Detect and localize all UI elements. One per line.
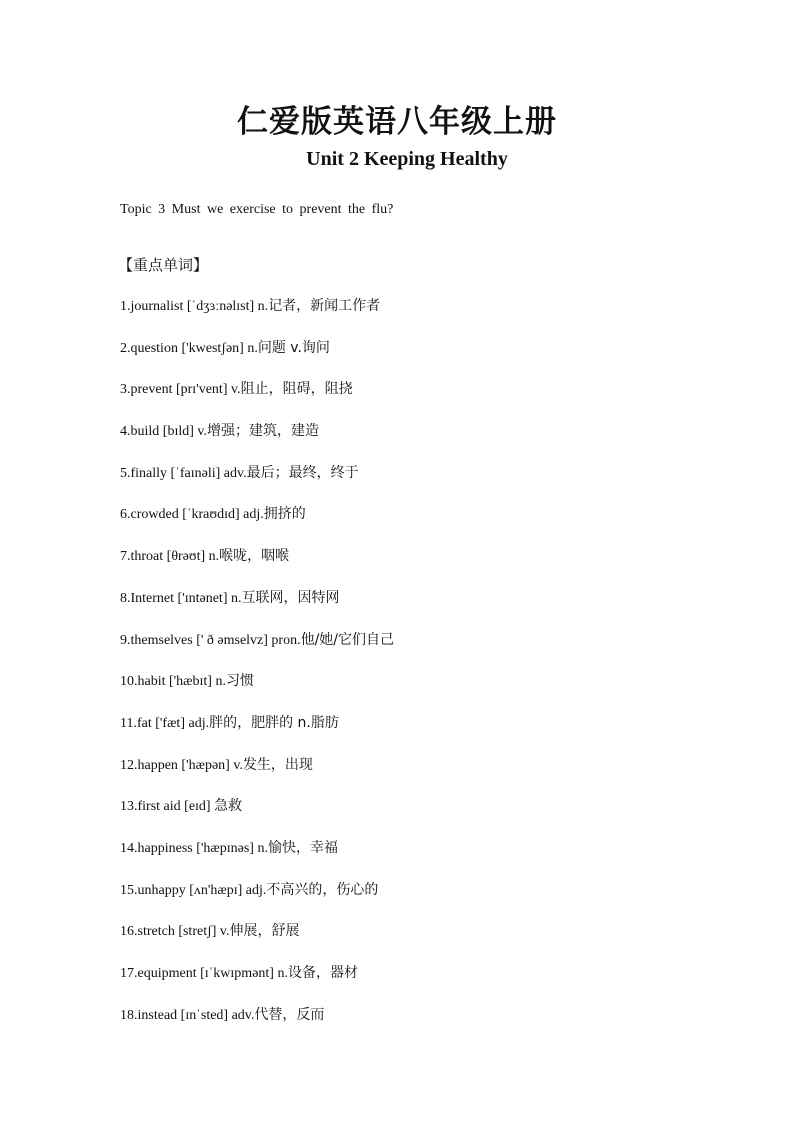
vocab-entry-en: 10.habit ['hæbɪt] n. (120, 674, 226, 690)
vocab-entry-en: 14.happiness ['hæpɪnəs] n. (120, 840, 268, 856)
vocab-item (120, 420, 394, 462)
vocab-entry-cn: 伸展，舒展 (229, 923, 300, 940)
vocab-entry-en: 3.prevent [prɪ'vent] v. (120, 382, 241, 398)
vocab-entry-en: 15.unhappy [ʌn'hæpɪ] adj. (120, 882, 267, 898)
vocab-item (120, 378, 394, 420)
unit-title: Unit 2 Keeping Healthy (306, 148, 508, 170)
vocab-entry-en: 12.happen ['hæpən] v. (120, 757, 243, 773)
section-heading: 【重点单词】 (118, 256, 209, 274)
vocab-entry-cn: 拥挤的 (263, 506, 306, 523)
vocab-item (120, 629, 394, 671)
vocab-item (120, 920, 394, 962)
vocab-entry-en: 11.fat ['fæt] adj. (120, 715, 210, 731)
vocab-entry-en: 13.first aid [eɪd] (120, 799, 215, 815)
vocab-entry-en: 16.stretch [stretʃ] v. (120, 924, 230, 940)
vocab-entry-cn: 喉咙，咽喉 (219, 548, 290, 565)
vocab-entry-cn: 愉快，幸福 (267, 839, 338, 856)
vocab-item (120, 295, 394, 337)
vocab-entry-en: 1.journalist [ˈdʒɜːnəlɪst] n. (120, 299, 269, 314)
vocab-entry-en: 17.equipment [ɪˈkwɪpmənt] n. (120, 966, 288, 981)
vocab-item (120, 754, 394, 796)
vocab-entry-en: 9.themselves [' ð əmselvz] pron. (120, 632, 301, 648)
vocab-entry-cn: 互联网，因特网 (241, 589, 340, 606)
vocab-entry-cn: 增强；建筑，建造 (206, 423, 319, 440)
vocab-entry-en: 7.throat [θrəʊt] n. (120, 549, 220, 565)
vocab-entry-cn: 设备，器材 (287, 965, 358, 981)
vocab-entry-cn: 最后；最终，终于 (246, 464, 359, 481)
vocab-entry-en: 6.crowded [ˈkraʊdɪd] adj. (120, 507, 264, 523)
vocab-entry-cn: 问题 v.询问 (257, 339, 330, 356)
vocab-entry-cn: 记者，新闻工作者 (268, 298, 381, 314)
vocab-list (120, 295, 394, 1045)
vocab-entry-cn: 不高兴的，伤心的 (266, 881, 379, 898)
page-title: 仁爱版英语八年级上册 (237, 104, 557, 140)
vocab-item (120, 962, 394, 1004)
vocab-entry-cn: 胖的，肥胖的 n.脂肪 (209, 714, 339, 731)
vocab-item (120, 712, 394, 754)
vocab-entry-cn: 急救 (214, 798, 243, 815)
vocab-item (120, 462, 394, 504)
vocab-item (120, 837, 394, 879)
vocab-entry-cn: 发生，出现 (242, 756, 313, 773)
vocab-item (120, 795, 394, 837)
topic-line: Topic 3 Must we exercise to prevent the flu? (120, 202, 394, 217)
vocab-entry-en: 5.finally [ˈfaɪnəli] adv. (120, 465, 247, 481)
vocab-item (120, 587, 394, 629)
vocab-entry-en: 2.question ['kwestʃən] n. (120, 340, 258, 356)
vocab-item (120, 670, 394, 712)
vocab-entry-cn: 他/她/它们自己 (300, 631, 395, 648)
vocab-entry-en: 18.instead [ɪnˈsted] adv. (120, 1007, 255, 1023)
vocab-item (120, 879, 394, 921)
vocab-entry-cn: 习惯 (225, 673, 254, 690)
vocab-item (120, 1004, 394, 1046)
vocab-entry-en: 4.build [bɪld] v. (120, 424, 207, 440)
vocab-item (120, 545, 394, 587)
vocab-entry-cn: 代替，反而 (254, 1006, 325, 1023)
vocab-entry-en: 8.Internet ['ɪntənet] n. (120, 590, 242, 606)
vocab-item (120, 337, 394, 379)
vocab-item (120, 503, 394, 545)
vocab-entry-cn: 阻止，阻碍，阻挠 (240, 381, 353, 398)
